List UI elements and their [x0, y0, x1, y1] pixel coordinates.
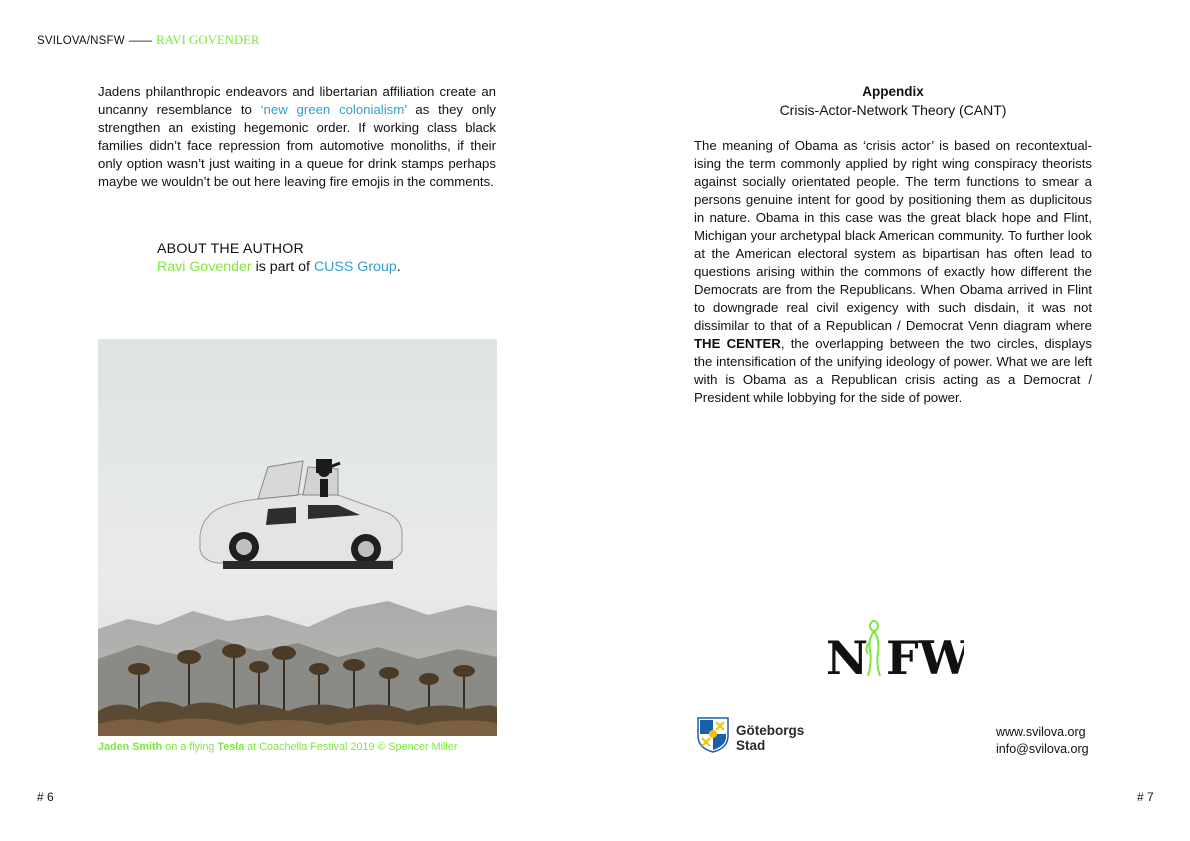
city-name-line2: Stad — [736, 738, 766, 753]
about-the-author — [157, 241, 477, 276]
photo-caption — [98, 741, 518, 753]
email-link[interactable]: info@svilova.org — [996, 742, 1089, 756]
city-name-line1: Göteborgs — [736, 723, 805, 738]
publication-name: SVILOVA/NSFW — [37, 35, 125, 47]
about-title: ABOUT THE AUTHOR — [157, 241, 304, 257]
caption-text-1: on a flying — [162, 741, 218, 753]
appendix-subtitle: Crisis-Actor-Network Theory (CANT) — [779, 102, 1007, 118]
nsfw-logo — [824, 618, 964, 682]
about-line — [157, 259, 477, 277]
left-body-text-2: as they only strengthen an existing hegemonic order. If working class black families didn’t face repression from automotive monoliths, if their only option wasn’t just waiting in a queue for drink stamps perhaps maybe we wouldn’t be out here leaving fire emojis in the comments. — [98, 102, 496, 189]
page-number-right: # 7 — [1137, 790, 1154, 804]
author-name-link[interactable]: Ravi Govender — [157, 258, 252, 275]
appendix-title: Appendix — [862, 84, 924, 99]
about-end-text: . — [396, 258, 401, 275]
flying-car-photo — [98, 339, 497, 736]
left-body-paragraph — [98, 83, 496, 191]
svg-text:N: N — [826, 631, 869, 682]
contact-block — [996, 724, 1089, 758]
right-body-paragraph — [694, 137, 1092, 407]
city-crest-icon — [696, 716, 732, 754]
right-body-text-1: The meaning of Obama as ‘crisis actor’ is based on recontextual-ising the term commonly applied by right wing conspiracy theorists against socially orientated people. The term functions to smear a persons genuine intent for good by positioning them as duplicitous in nature. Obama in this case was the great black hope and Flint, Michigan your archetypal black American community. To further look at the American electoral system as bipartisan has often lead to questions arising within the commons of exactly how different the Democrats are from the Republicans. When Obama arrived in Flint to downgrade real civil exigency with such disdain, it was not dissimilar to that of a Republican / Democrat Venn diagram where — [694, 138, 1092, 333]
the-center-emphasis: THE CENTER — [694, 336, 781, 351]
caption-subject: Jaden Smith — [98, 741, 163, 753]
header-separator: —— — [128, 35, 153, 47]
goteborgs-stad-wordmark — [736, 723, 804, 753]
cuss-group-link[interactable]: CUSS Group — [313, 258, 397, 275]
header-author: RAVI GOVENDER — [156, 33, 260, 47]
right-body-text-2: , the overlapping between the two circles, displays the intensification of the unifying ideology of power. What we are left with is Obama as a Republican crisis acting as a Democrat / President while lobbying for the side of power. — [694, 336, 1092, 405]
left-body-text-1: Jadens philanthropic endeavors and libertarian affiliation create an uncanny resemblance to — [98, 84, 496, 117]
page-number-left: # 6 — [37, 790, 54, 804]
running-head — [37, 33, 260, 48]
appendix-heading — [694, 83, 1092, 119]
about-middle-text: is part of — [251, 258, 314, 275]
caption-text-2: at Coachella Festival 2019 © Spencer Miller — [244, 741, 458, 753]
caption-car: Tesla — [217, 741, 245, 753]
svg-text:FW: FW — [886, 631, 964, 682]
website-link[interactable]: www.svilova.org — [996, 725, 1086, 739]
new-green-colonialism-link[interactable]: ‘new green colonialism’ — [260, 102, 407, 117]
